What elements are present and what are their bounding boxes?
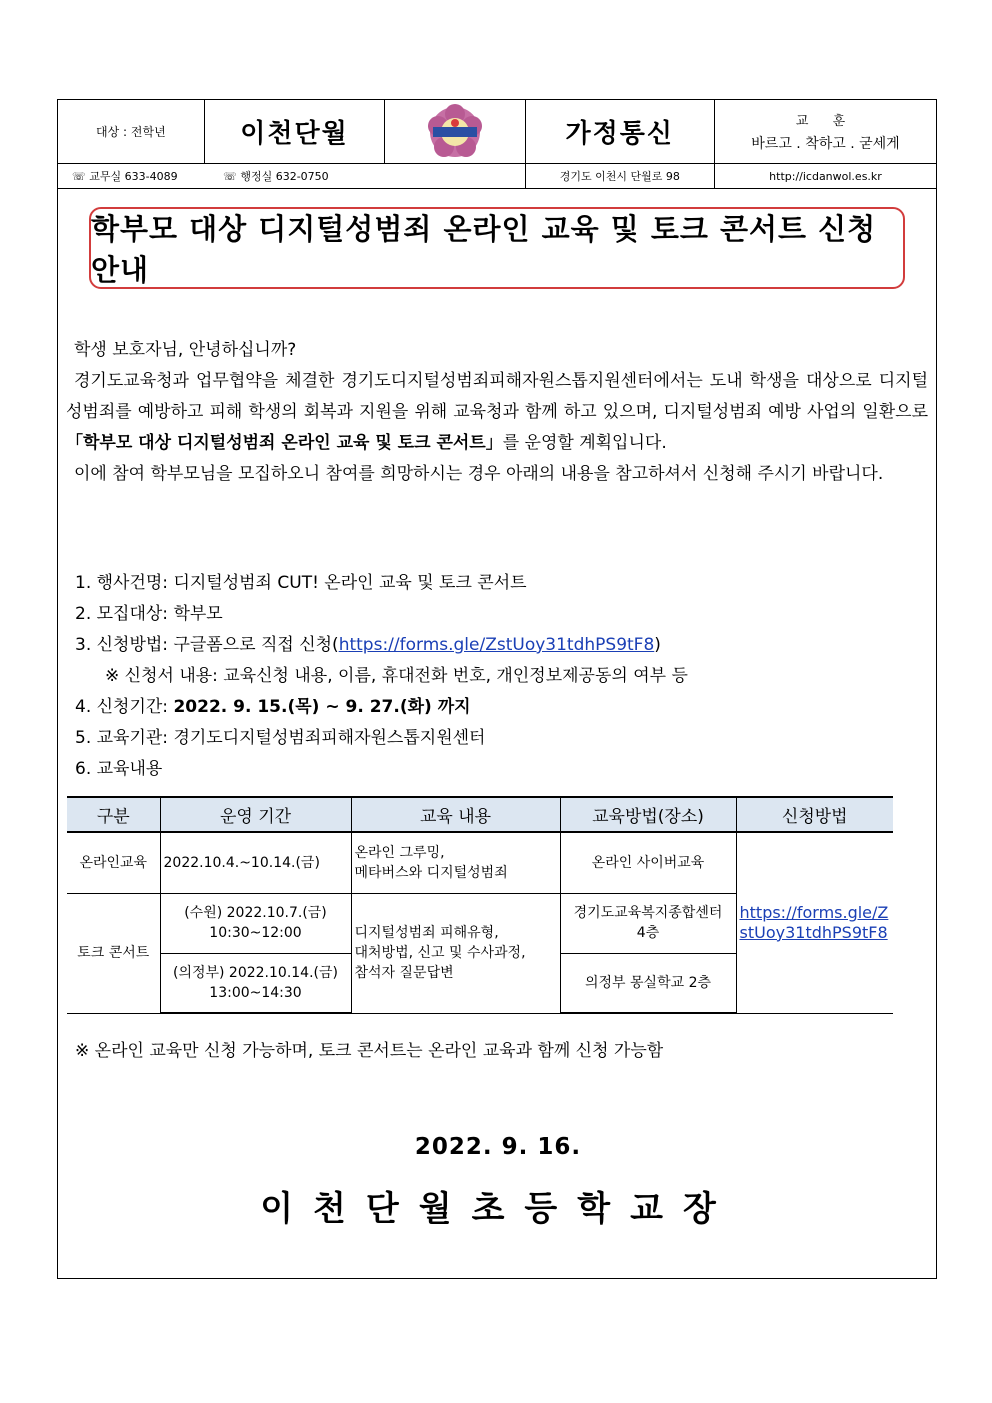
list-item-target: 2. 모집대상: 학부모 — [75, 604, 223, 624]
school-emblem-icon — [420, 103, 490, 161]
apply-method-label: 3. 신청방법: 구글폼으로 직접 신청( — [75, 635, 339, 655]
greeting: 학생 보호자님, 안녕하십니까? — [74, 340, 297, 360]
school-name: 이천단월 — [204, 100, 385, 164]
target-audience: 대상 : 전학년 — [58, 100, 205, 164]
letterhead — [57, 99, 937, 189]
suwon-time: 10:30~12:00 — [209, 925, 302, 941]
talk-content-line-3: 참석자 질문답변 — [354, 965, 454, 981]
period-value: 2022. 9. 15.(목) ~ 9. 27.(화) 까지 — [173, 697, 471, 717]
schedule-table — [67, 796, 893, 1014]
issue-date: 2022. 9. 16. — [414, 1134, 582, 1160]
list-item-content: 6. 교육내용 — [75, 759, 163, 779]
school-logo — [385, 100, 525, 164]
list-item-period — [75, 692, 915, 723]
table-row — [67, 832, 893, 893]
body-paragraph-2: 이에 참여 학부모님을 모집하오니 참여를 희망하시는 경우 아래의 내용을 참고하셔서 신청해 주시기 바랍니다. — [74, 464, 884, 484]
talk-content-line-2: 대처방법, 신고 및 수사과정, — [354, 945, 526, 961]
suwon-date: (수원) 2022.10.7.(금) — [184, 905, 327, 921]
header-apply: 신청방법 — [736, 797, 893, 832]
online-content — [351, 832, 560, 893]
paragraph-1-end: 를 운영할 계획입니다. — [502, 433, 667, 453]
school-website[interactable]: http://icdanwol.es.kr — [715, 164, 937, 189]
school-address: 경기도 이천시 단월로 98 — [525, 164, 714, 189]
online-category: 온라인교육 — [67, 832, 160, 893]
talk-place-suwon — [560, 893, 736, 953]
contact-phones — [58, 164, 526, 189]
list-item-organizer: 5. 교육기관: 경기도디지털성범죄피해자원스톱지원센터 — [75, 728, 486, 748]
paragraph-1-text: 경기도교육청과 업무협약을 체결한 경기도디지털성범죄피해자원스톱지원센터에서는 도내 학생을 대상으로 디지털성범죄를 예방하고 피해 학생의 회복과 지원을 위해 교육청과 함께 하고 있으며, 디지털성범죄 예방 사업의 일환으로 — [66, 371, 928, 422]
principal-signature: 이천단월초등학교장 — [260, 1189, 736, 1229]
header-period: 운영 기간 — [160, 797, 351, 832]
list-item-apply-method — [75, 630, 915, 661]
body-paragraph-1 — [66, 366, 928, 459]
admin-phone: ☏ 행정실 632-0750 — [223, 170, 329, 183]
online-content-line-2: 메타버스와 디지털성범죄 — [354, 864, 508, 881]
notice-title: 학부모 대상 디지털성범죄 온라인 교육 및 토크 콘서트 신청 안내 — [89, 207, 905, 289]
footnote: ※ 온라인 교육만 신청 가능하며, 토크 콘서트는 온라인 교육과 함께 신청 가능함 — [75, 1041, 664, 1061]
apply-link[interactable]: https://forms.gle/ZstUoy31tdhPS9tF8 — [338, 635, 655, 655]
school-motto — [715, 100, 937, 164]
staff-phone: ☏ 교무실 633-4089 — [72, 170, 178, 183]
talk-period-uijeongbu — [160, 953, 351, 1013]
uijeongbu-date: (의정부) 2022.10.14.(금) — [172, 964, 338, 981]
header-category: 구분 — [67, 797, 160, 832]
uijeongbu-time: 13:00~14:30 — [209, 984, 302, 1001]
suwon-place-line-1: 경기도교육복지종합센터 — [573, 905, 723, 921]
application-note: ※ 신청서 내용: 교육신청 내용, 이름, 휴대전화 번호, 개인정보제공동의 여부 등 — [105, 666, 688, 686]
apply-link-cell — [736, 832, 893, 1013]
online-content-line-1: 온라인 그루밍, — [354, 844, 445, 861]
talk-content-line-1: 디지털성범죄 피해유형, — [354, 925, 499, 941]
talk-period-suwon — [160, 893, 351, 953]
online-method: 온라인 사이버교육 — [560, 832, 736, 893]
period-label: 4. 신청기간: — [75, 697, 174, 717]
suwon-place-line-2: 4층 — [636, 925, 660, 941]
header-content: 교육 내용 — [351, 797, 560, 832]
details-list — [75, 568, 915, 785]
header-method: 교육방법(장소) — [560, 797, 736, 832]
table-header-row — [67, 797, 893, 832]
talk-content — [351, 893, 560, 1013]
newsletter-title: 가정통신 — [525, 100, 714, 164]
talk-category: 토크 콘서트 — [67, 893, 160, 1013]
talk-place-uijeongbu: 의정부 몽실학교 2층 — [560, 953, 736, 1013]
list-item-event-name: 1. 행사건명: 디지털성범죄 CUT! 온라인 교육 및 토크 콘서트 — [75, 573, 527, 593]
motto-text: 바르고 . 착하고 . 굳세게 — [751, 136, 900, 152]
notice-body — [66, 335, 928, 490]
apply-method-close: ) — [654, 635, 661, 655]
online-period: 2022.10.4.~10.14.(금) — [160, 832, 351, 893]
event-name-highlight: 「학부모 대상 디지털성범죄 온라인 교육 및 토크 콘서트」 — [66, 433, 503, 453]
motto-heading: 교 훈 — [795, 114, 856, 129]
table-apply-link[interactable]: https://forms.gle/ZstUoy31tdhPS9tF8 — [739, 902, 889, 942]
